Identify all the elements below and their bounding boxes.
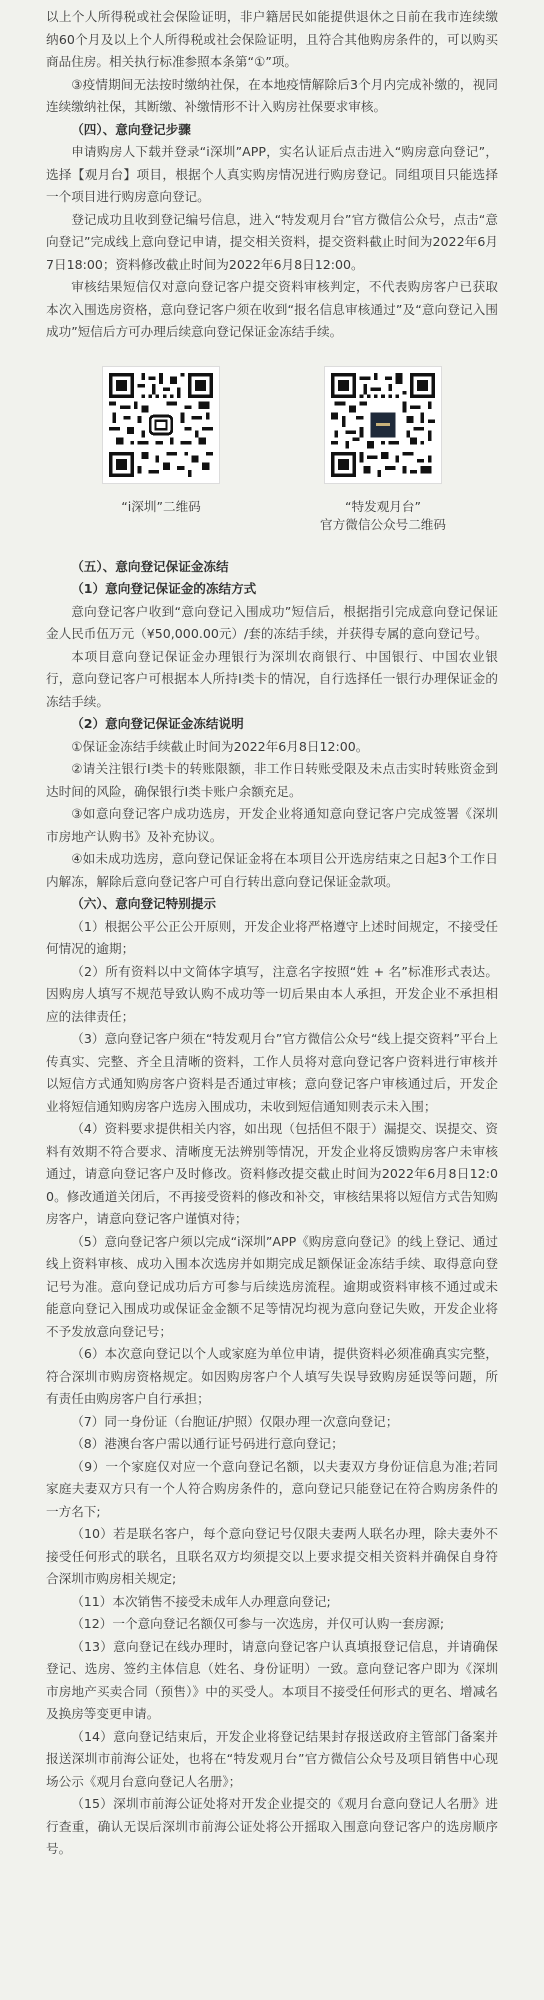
wechat-qr-caption	[320, 498, 446, 534]
notice-item: （12）一个意向登记名额仅可参与一次选房，并仅可认购一套房源;	[71, 1616, 445, 1631]
paragraph: 审核结果短信仅对意向登记客户提交资料审核判定，不代表购房客户已获取本次入围选房资格，意向登记客户须在收到“报名信息审核通过”及“意向登记入围成功”短信后方可办理后续意向登记保证金冻结手续。	[46, 279, 498, 339]
ishenzhen-qr-caption: “i深圳”二维码	[121, 498, 201, 514]
notice-item: （3）意向登记客户须在“特发观月台”官方微信公众号“线上提交资料”平台上传真实、完整、齐全且清晰的资料，工作人员将对意向登记客户资料进行审核并以短信方式通知购房客户资料是否通过审核；意向登记客户审核通过后，开发企业将短信通知购房客户选房入围成功，未收到短信通知则表示未入围；	[46, 1031, 498, 1114]
section-title: （六）、意向登记特别提示	[71, 896, 217, 911]
notice-item: （11）本次销售不接受未成年人办理意向登记;	[71, 1593, 331, 1609]
paragraph: ①保证金冻结手续截止时间为2022年6月8日12:00。	[71, 738, 369, 754]
notice-item: （8）港澳台客户需以通行证号码进行意向登记；	[71, 1436, 344, 1451]
subsection-title: （2）意向登记保证金冻结说明	[71, 716, 244, 731]
paragraph: ③如意向登记客户成功选房，开发企业将通知意向登记客户完成签署《深圳市房地产认购书》及补充协议。	[46, 806, 498, 844]
section-title: （四）、意向登记步骤	[71, 121, 191, 137]
paragraph: ④如未成功选房，意向登记保证金将在本项目公开选房结束之日起3个工作日内解冻，解除后意向登记客户可自行转出意向登记保证金款项。	[46, 851, 498, 889]
wechat-qr-caption-line2: 官方微信公众号二维码	[320, 516, 446, 532]
section-title: （五）、意向登记保证金冻结	[71, 558, 229, 574]
qr-card-wechat	[298, 366, 468, 534]
paragraph: ②请关注银行I类卡的转账限额，非工作日转账受限及未点击实时转账资金到达时间的风险，确保银行I类卡账户余额充足。	[46, 761, 498, 799]
notice-item: （4）资料要求提供相关内容，如出现（包括但不限于）漏提交、误提交、资料有效期不符合要求、清晰度无法辨别等情况，开发企业将反馈购房客户未审核通过，请意向登记客户及时修改。资料修改提交截止时间为2022年6月8日12:00。修改通道关闭后，不再接受资料的修改和补交，审核结果将以短信方式告知购房客户，请意向登记客户谨慎对待；	[46, 1121, 498, 1226]
notice-item: （5）意向登记客户须以完成“i深圳”APP《购房意向登记》的线上登记、通过线上资料审核、成功入围本次选房并如期完成足额保证金冻结手续、取得意向登记号为准。意向登记成功后方可参与后续选房流程。逾期或资料审核不通过或未能意向登记入围成功或保证金金额不足等情况均视为意向登记失败，开发企业将不予发放意向登记号；	[46, 1233, 498, 1339]
notice-item: （15）深圳市前海公证处将对开发企业提交的《观月台意向登记人名册》进行查重，确认无误后深圳市前海公证处将公开摇取入围意向登记客户的选房顺序号。	[46, 1796, 498, 1856]
wechat-qr-caption-line1: “特发观月台”	[344, 498, 422, 514]
qr-code-row	[0, 366, 544, 534]
paragraph: 本项目意向登记保证金办理银行为深圳农商银行、中国银行、中国农业银行，意向登记客户可根据本人所持I类卡的情况，自行选择任一银行办理保证金的冻结手续。	[46, 648, 498, 709]
notice-item: （1）根据公平公正公开原则，开发企业将严格遵守上述时间规定，不接受任何情况的逾期；	[46, 918, 498, 956]
notice-item: （14）意向登记结束后，开发企业将登记结果封存报送政府主管部门备案并报送深圳市前海公证处，也将在“特发观月台”官方微信公众号及项目销售中心现场公示《观月台意向登记人名册》；	[46, 1728, 498, 1789]
notice-item: （7）同一身份证（台胞证/护照）仅限办理一次意向登记；	[71, 1413, 399, 1429]
qr-card-ishenzhen	[76, 366, 246, 534]
ishenzhen-qr-code-image	[102, 366, 220, 484]
intro-paragraph: 以上个人所得税或社会保险证明，非户籍居民如能提供退休之日前在我市连续缴纳60个月及以上个人所得税或社会保险证明，且符合其他购房条件的，可以购买商品住房。相关执行标准参照本条第“①”项。	[46, 9, 498, 69]
paragraph: 登记成功且收到登记编号信息，进入“特发观月台”官方微信公众号，点击“意向登记”完成线上意向登记申请，提交相关资料，提交资料截止时间为2022年6月7日18:00；资料修改截止时间为2022年6月8日12:00。	[46, 211, 498, 272]
notice-item: （2）所有资料以中文简体字填写，注意名字按照“姓 + 名”标准形式表达。因购房人填写不规范导致认购不成功等一切后果由本人承担，开发企业不承担相应的法律责任；	[46, 963, 498, 1024]
paragraph: 意向登记客户收到“意向登记入围成功”短信后，根据指引完成意向登记保证金人民币伍万元（¥50,000.00元）/套的冻结手续，并获得专属的意向登记号。	[46, 603, 498, 641]
subsection-title: （1）意向登记保证金的冻结方式	[71, 581, 257, 596]
notice-item: （10）若是联名客户，每个意向登记号仅限夫妻两人联名办理，除夫妻外不接受任何形式的联名，且联名双方均须提交以上要求提交相关资料并确保自身符合深圳市购房相关规定;	[46, 1526, 498, 1586]
paragraph: 申请购房人下载并登录“i深圳”APP，实名认证后点击进入“购房意向登记”，选择【观月台】项目，根据个人真实购房情况进行购房登记。同组项目只能选择一个项目进行购房意向登记。	[46, 144, 498, 204]
notice-item: （13）意向登记在线办理时，请意向登记客户认真填报登记信息，并请确保登记、选房、签约主体信息（姓名、身份证明）一致。意向登记客户即为《深圳市房地产买卖合同（预售）》中的买受人。本项目不接受任何形式的更名、增减名及换房等变更申请。	[46, 1638, 498, 1721]
intro-paragraph: ③疫情期间无法按时缴纳社保，在本地疫情解除后3个月内完成补缴的，视同连续缴纳社保，其断缴、补缴情形不计入购房社保要求审核。	[46, 76, 498, 114]
notice-item: （6）本次意向登记以个人或家庭为单位申请，提供资料必须准确真实完整，符合深圳市购房资格规定。如因购房客户个人填写失误导致购房延误等问题，所有责任由购房客户自行承担；	[46, 1346, 498, 1406]
wechat-official-account-qr-code-image	[324, 366, 442, 484]
notice-item: （9）一个家庭仅对应一个意向登记名额，以夫妻双方身份证信息为准;若同家庭夫妻双方只有一个人符合购房条件的，意向登记只能登记在符合购房条件的一方名下;	[46, 1458, 498, 1519]
